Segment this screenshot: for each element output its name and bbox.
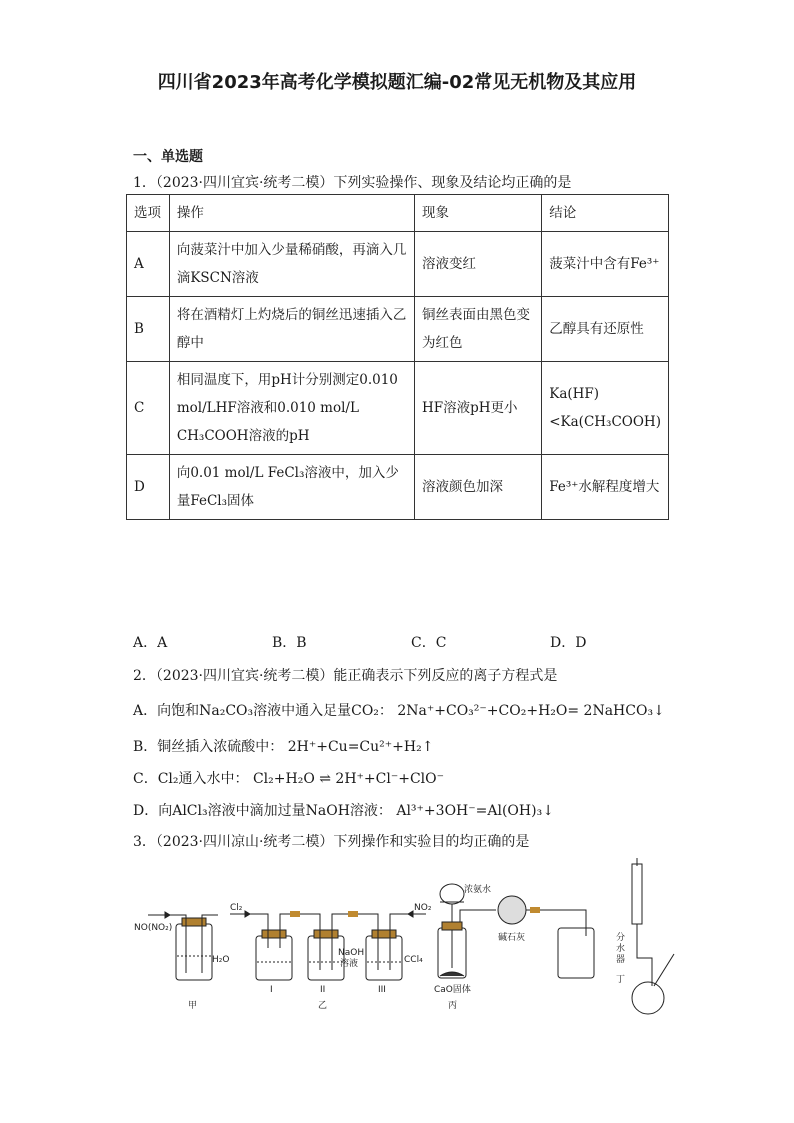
bottle-iii [366,936,402,980]
row-phenomenon: 溶液变红 [414,232,541,297]
bottle-stopper [372,930,396,938]
header-option: 选项 [127,195,170,232]
water-separator [637,924,652,986]
arrow-icon [408,911,413,917]
bottle-i [256,936,292,980]
page-title: 四川省2023年高考化学模拟题汇编-02常见无机物及其应用 [157,72,637,93]
header-operation: 操作 [169,195,414,232]
outlet-tube [460,910,496,922]
table-header-row [127,195,669,232]
tube-joint [290,911,300,917]
label-separator-1: 分 [616,933,626,943]
question-1-stem: 1．（2023·四川宜宾·统考二模）下列实验操作、现象及结论均正确的是 [133,175,572,191]
arrow-icon [245,911,250,917]
label-ii: II [320,985,326,995]
label-iii: III [378,985,386,995]
row-operation: 相同温度下，用pH计分别测定0.010 mol/LHF溶液和0.010 mol/L CH₃COOH溶液的pH [169,362,414,455]
apparatus-ding [616,858,674,1014]
bottle-stopper [262,930,286,938]
round-flask [632,982,664,1014]
question-1-table [126,194,669,520]
option-a: A．A [133,635,168,651]
arrow-icon [165,912,170,918]
drying-tube [498,896,526,924]
gas-bottle [176,924,212,980]
row-option: C [127,362,170,455]
separatory-funnel [440,884,464,904]
label-lime: 碱石灰 [498,933,526,943]
table-row [127,362,669,455]
question-2-option-d: D．向AlCl₃溶液中滴加过量NaOH溶液： Al³⁺+3OH⁻=Al(OH)₃↓ [133,803,554,819]
tube-joint [348,911,358,917]
question-2-option-b: B．铜丝插入浓硫酸中： 2H⁺+Cu=Cu²⁺+H₂↑ [133,739,434,755]
table-row [127,232,669,297]
option-b: B．B [272,635,307,651]
label-separator-3: 器 [616,955,626,965]
header-phenomenon: 现象 [414,195,541,232]
label-no2: NO₂ [414,903,432,913]
row-conclusion: Fe³⁺水解程度增大 [542,455,669,520]
row-option: A [127,232,170,297]
outlet-tube [526,910,586,936]
label-jia: 甲 [188,1001,198,1011]
question-2-stem: 2．（2023·四川宜宾·统考二模）能正确表示下列反应的离子方程式是 [133,668,558,684]
condenser [632,864,642,924]
label-ammonia: 浓氨水 [464,885,492,895]
row-phenomenon: 溶液颜色加深 [414,455,541,520]
apparatus-diagram [126,858,686,1018]
label-naoh-solution: 溶液 [340,959,359,969]
row-conclusion: 菠菜汁中含有Fe³⁺ [542,232,669,297]
bottle-stopper [314,930,338,938]
section-heading: 一、单选题 [133,149,203,165]
row-conclusion: 乙醇具有还原性 [542,297,669,362]
row-operation: 将在酒精灯上灼烧后的铜丝迅速插入乙醇中 [169,297,414,362]
thermometer [654,954,674,986]
label-h2o: H₂O [212,955,230,965]
label-cl2: Cl₂ [230,903,243,913]
label-yi: 乙 [318,1001,328,1011]
label-separator-2: 水 [616,944,626,954]
row-option: D [127,455,170,520]
collect-bottle [558,928,594,978]
row-operation: 向0.01 mol/L FeCl₃溶液中，加入少量FeCl₃固体 [169,455,414,520]
row-option: B [127,297,170,362]
row-operation: 向菠菜汁中加入少量稀硝酸，再滴入几滴KSCN溶液 [169,232,414,297]
label-i: I [270,985,273,995]
label-no-in: NO(NO₂) [134,923,173,933]
label-ccl4: CCl₄ [404,955,423,965]
apparatus-jia [134,912,229,1011]
option-d: D．D [550,635,587,651]
row-conclusion: Ka(HF)<Ka(CH₃COOH) [542,362,669,455]
question-2-option-c: C．Cl₂通入水中： Cl₂+H₂O ⇌ 2H⁺+Cl⁻+ClO⁻ [133,771,445,787]
header-conclusion: 结论 [542,195,669,232]
question-2-option-a: A．向饱和Na₂CO₃溶液中通入足量CO₂： 2Na⁺+CO₃²⁻+CO₂+H₂O= 2NaHCO₃↓ [133,703,665,719]
cao-solid [440,972,464,976]
row-phenomenon: HF溶液pH更小 [414,362,541,455]
bottle-ii [308,936,344,980]
option-c: C．C [411,635,447,651]
label-bing: 丙 [448,1001,458,1011]
question-3-stem: 3．（2023·四川凉山·统考二模）下列操作和实验目的均正确的是 [133,834,530,850]
apparatus-yi [230,903,432,1011]
flask-stopper [442,922,462,930]
label-naoh: NaOH [338,948,365,958]
label-cao: CaO固体 [434,985,471,995]
table-row [127,297,669,362]
tube-joint [530,907,540,913]
question-1-options [133,632,693,652]
label-ding: 丁 [616,975,626,985]
apparatus-bing [434,883,594,1011]
row-phenomenon: 铜丝表面由黑色变为红色 [414,297,541,362]
table-row [127,455,669,520]
